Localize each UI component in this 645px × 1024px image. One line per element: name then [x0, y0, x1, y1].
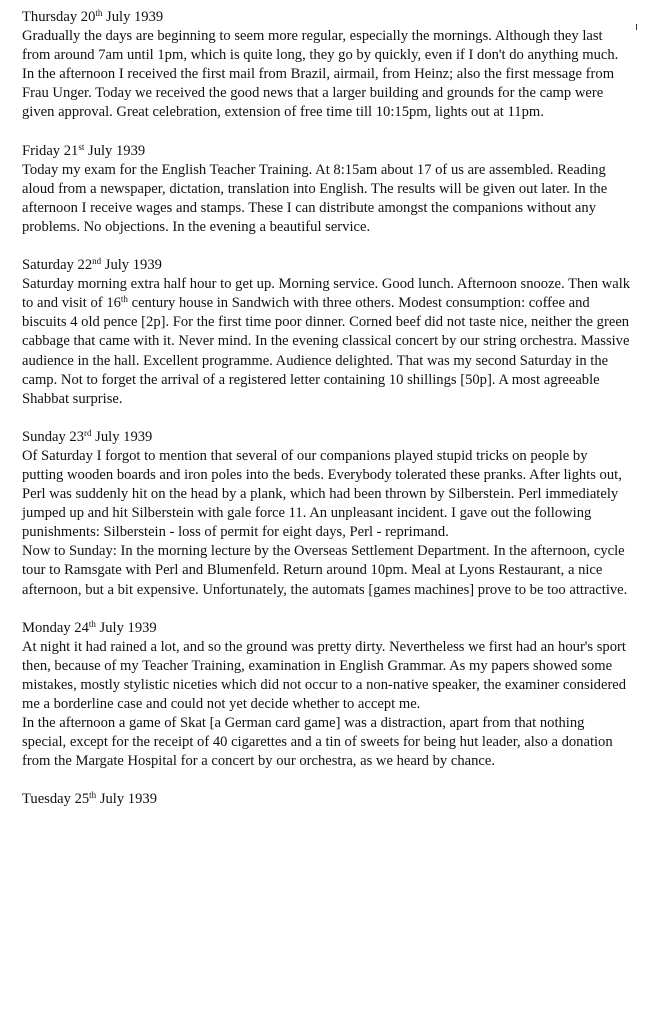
entry-body — [22, 638, 631, 772]
entry-paragraph: At night it had rained a lot, and so the ground was pretty dirty. Nevertheless we first had an hour's sport then, because of my Teacher Training, examination in English Grammar. As my papers showed some mistakes, mostly stylistic niceties which did not occur to a non-native speaker, the examiner considered me a borderline case and could not yet decide whether to accept me. — [22, 638, 627, 712]
entry-date-heading — [22, 790, 631, 809]
entry-date-heading — [22, 619, 631, 638]
paragraph-text: century house in Sandwich with three others. Modest consumption: coffee and biscuits 4 old pence [2p]. For the first time poor dinner. Corned beef did not taste nice, neither the green cabbage that came with it. Never mind. In the evening classical concert by our string orchestra. Massive audience in the hall. Excellent programme. Audience delighted. That was my second Saturday in the camp. Not to forget the arrival of a registered letter containing 10 shillings [50p]. A most agreeable Shabbat surprise. — [22, 295, 630, 407]
entry-paragraph: In the afternoon a game of Skat [a German card game] was a distraction, apart from that nothing special, except for the receipt of 40 cigarettes and a tin of sweets for being hut leader, also a donation from the Margate Hospital for a concert by our orchestra, as we heard by chance. — [22, 715, 613, 770]
date-month-year: July 1939 — [91, 428, 153, 445]
date-text: Sunday 23 — [22, 428, 85, 445]
date-month-year: July 1939 — [96, 791, 157, 808]
date-ordinal: nd — [92, 256, 102, 267]
entry-body — [22, 161, 631, 237]
date-text: Thursday 20 — [22, 9, 96, 25]
entry-date-heading — [22, 142, 631, 161]
diary-entry — [22, 142, 631, 237]
margin-mark — [636, 24, 637, 30]
date-ordinal: th — [88, 618, 96, 629]
entry-date-heading — [22, 428, 631, 447]
entry-paragraph: Gradually the days are beginning to seem more regular, especially the mornings. Although they last from around 7am until 1pm, which is quite long, they go by quickly, even if I don't do anything much. In the afternoon I received the first mail from Brazil, airmail, from Heinz; also the first message from Frau Unger. Today we received the good news that a larger building and grounds for the camp were given approval. Great celebration, extension of free time till 10:15pm, lights out at 11pm. — [22, 28, 619, 121]
date-ordinal: st — [78, 141, 85, 152]
diary-entry — [22, 619, 631, 772]
date-month-year: July 1939 — [102, 9, 164, 25]
paragraph-text: Saturday morning extra half hour to get up. Morning service. Good lunch. Afternoon snooze. Then walk to and visit of 16 — [22, 276, 631, 312]
date-text: Saturday 22 — [22, 257, 93, 274]
date-month-year: July 1939 — [95, 619, 157, 636]
date-ordinal: rd — [84, 427, 92, 438]
century-ordinal: th — [120, 294, 128, 305]
entry-paragraph — [22, 275, 631, 409]
entry-body — [22, 27, 631, 122]
date-month-year: July 1939 — [84, 142, 146, 159]
entry-body — [22, 447, 631, 600]
diary-entry — [22, 256, 631, 409]
diary-entry — [22, 428, 631, 600]
entry-paragraph: Today my exam for the English Teacher Training. At 8:15am about 17 of us are assembled. Reading aloud from a newspaper, dictation, translation into English. The results will be given out later. In the afternoon I receive wages and stamps. These I can distribute amongst the companions without any problems. No objections. In the evening a beautiful service. — [22, 161, 608, 235]
diary-entry — [22, 790, 631, 809]
date-ordinal: th — [89, 790, 97, 801]
entry-date-heading — [22, 256, 631, 275]
entry-date-heading — [22, 8, 631, 27]
entry-paragraph: Of Saturday I forgot to mention that several of our companions played stupid tricks on people by putting wooden boards and iron poles into the beds. Everybody tolerated these pranks. After lights out, Perl was suddenly hit on the head by a plank, which had been thrown by Silberstein. Perl immediately jumped up and hit Silberstein with gale force 11. An unpleasant incident. I gave out the following punishments: Silberstein - loss of permit for eight days, Perl - reprimand. — [22, 447, 622, 541]
entry-body — [22, 275, 631, 409]
date-text: Friday 21 — [22, 142, 79, 159]
diary-entry — [22, 8, 631, 123]
date-month-year: July 1939 — [101, 257, 162, 274]
date-ordinal: th — [95, 8, 103, 18]
date-text: Monday 24 — [22, 619, 89, 636]
entry-paragraph: Now to Sunday: In the morning lecture by the Overseas Settlement Department. In the afternoon, cycle tour to Ramsgate with Perl and Blumenfeld. Return around 10pm. Meal at Lyons Restaurant, a nice afternoon, but a bit expensive. Unfortunately, the automats [games machines] prove to be too attractive. — [22, 543, 628, 598]
date-text: Tuesday 25 — [22, 791, 90, 808]
